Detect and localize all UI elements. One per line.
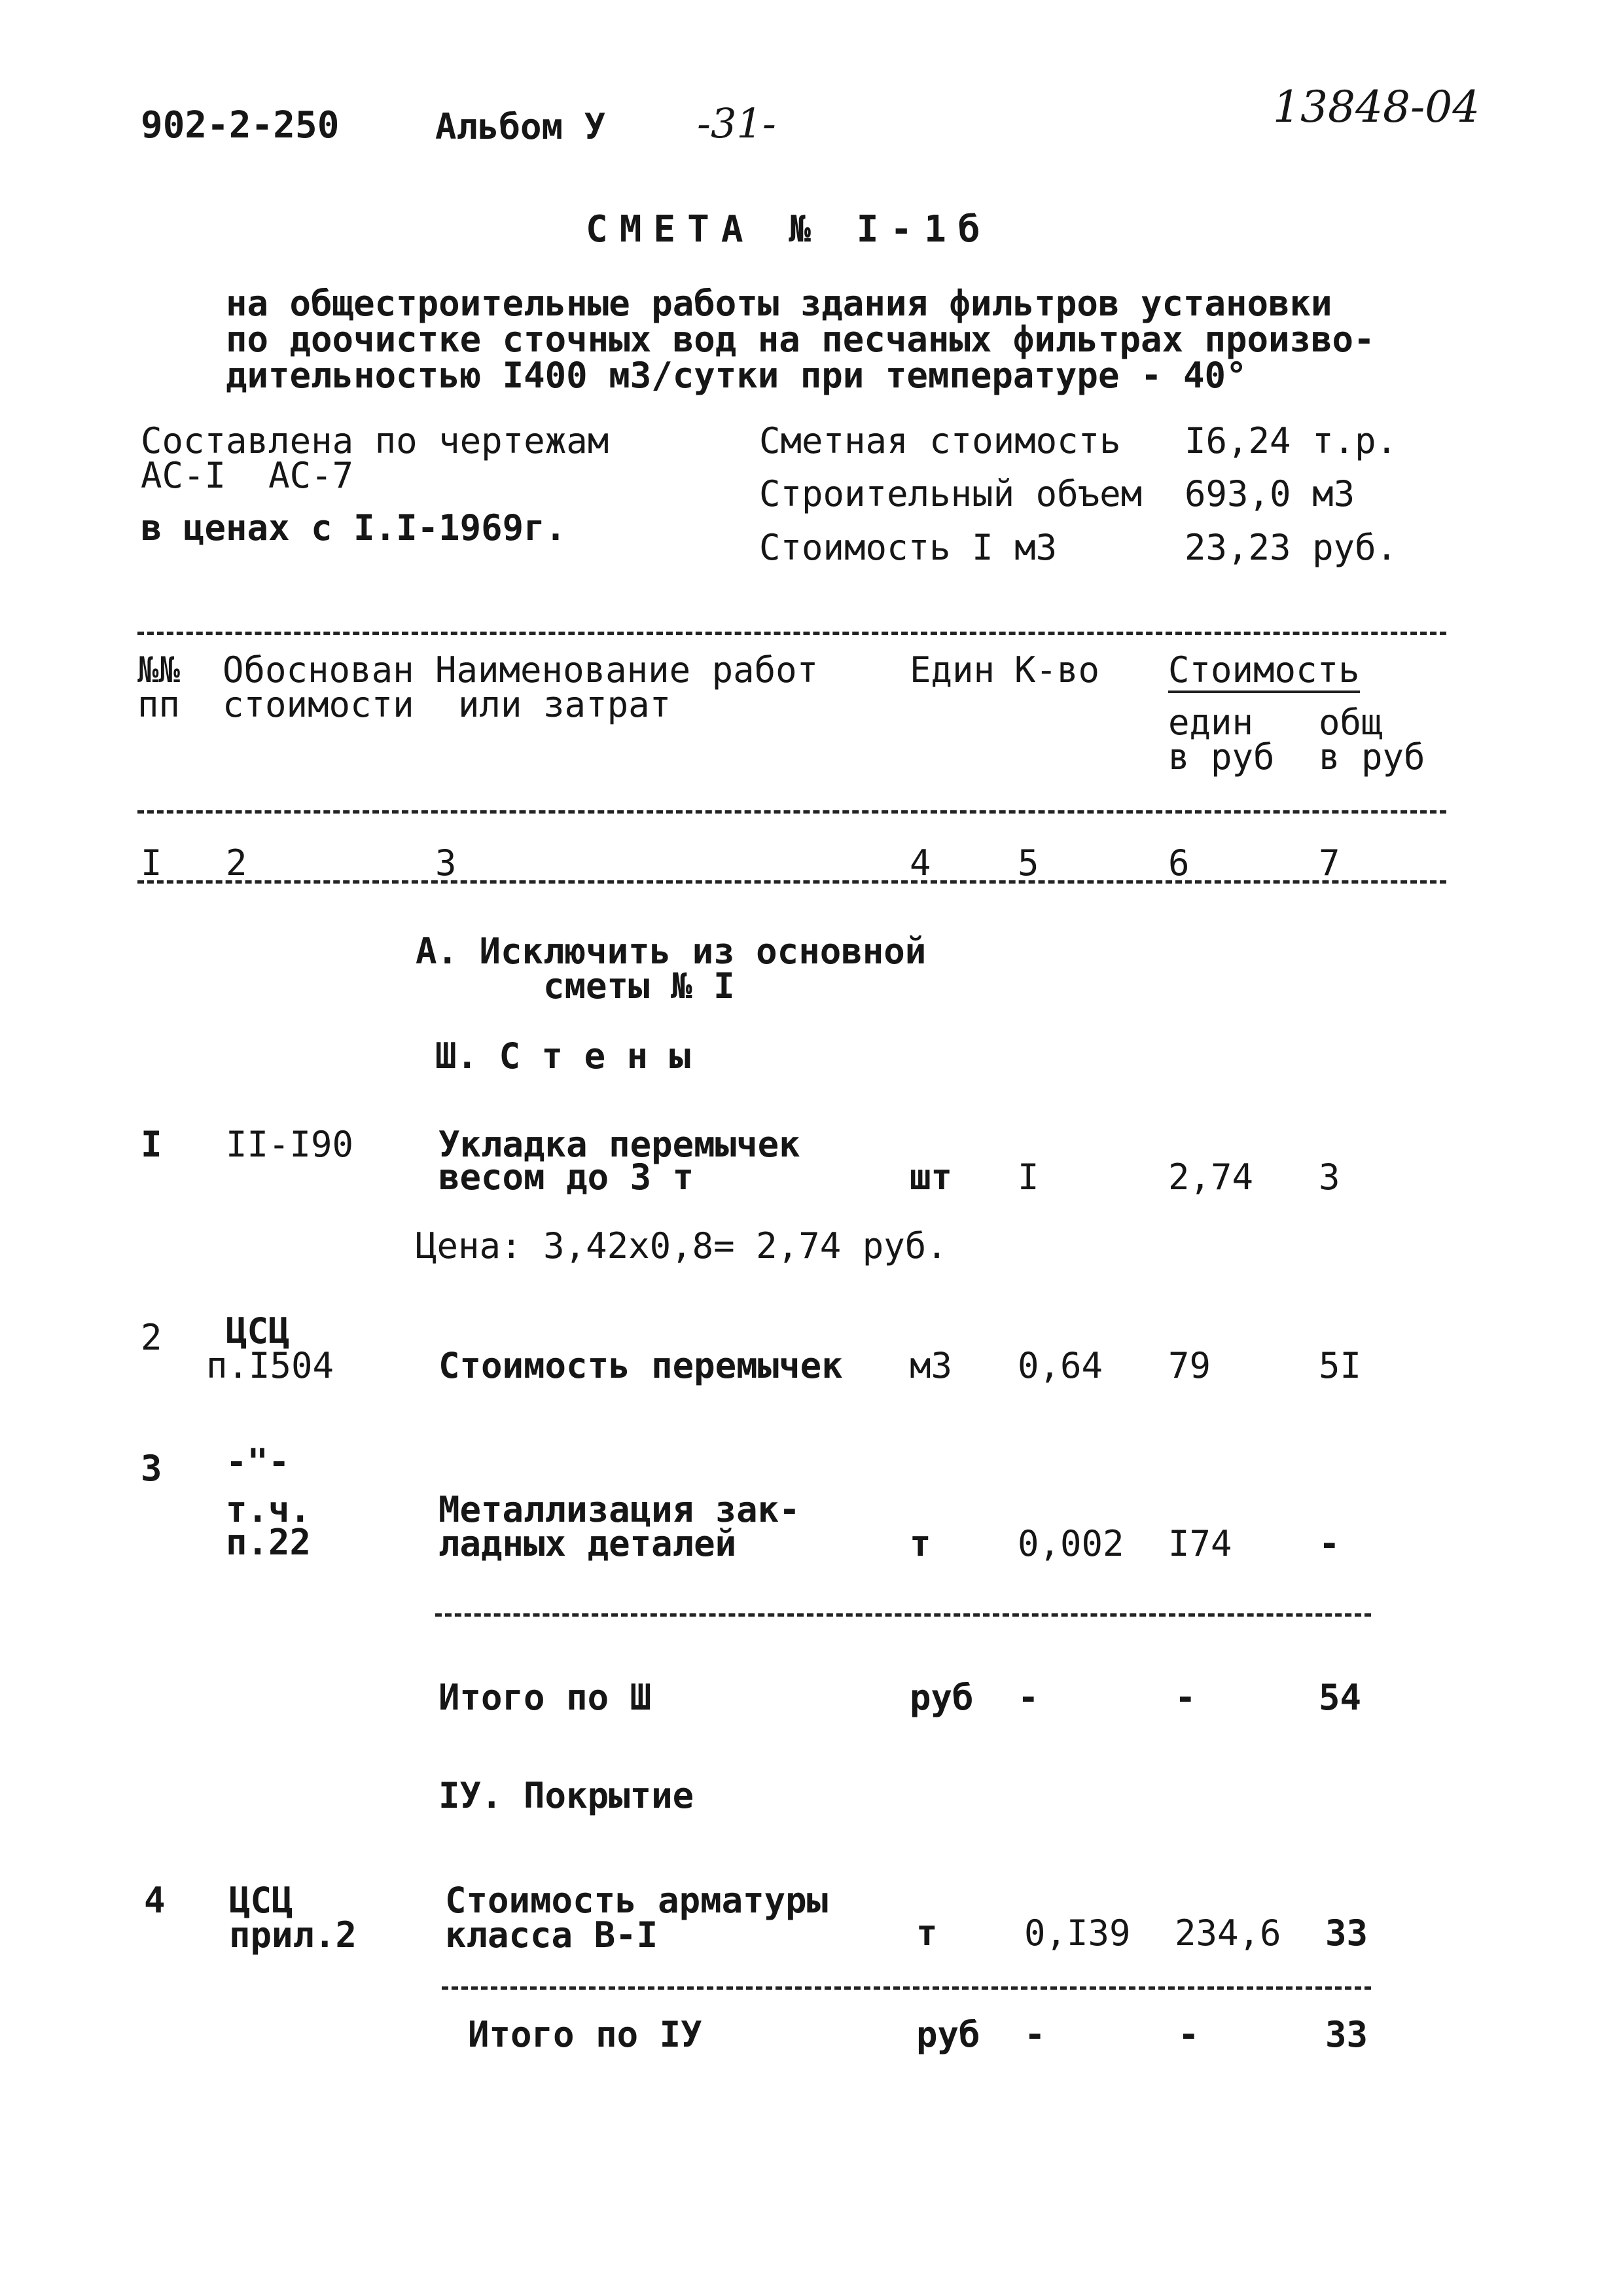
row-1-number: I [141,1124,162,1165]
row-2-unit: м3 [910,1345,953,1386]
total-4-label: Итого по IУ [468,2014,702,2055]
row-4-total: 33 [1325,1912,1368,1954]
col-unit-cost-header-2: в руб [1168,736,1275,778]
row-4-unit-cost: 234,6 [1175,1912,1281,1954]
row-3-total: - [1319,1523,1340,1564]
column-number-7: 7 [1319,842,1340,884]
row-2-qty: 0,64 [1018,1345,1103,1386]
row-3-number: 3 [141,1448,162,1489]
row-2-number: 2 [141,1317,162,1358]
col-basis-header-1: Обоснован [223,649,414,691]
column-numbers-divider [137,880,1446,884]
total-4-unit-cost: - [1178,2014,1200,2055]
row-1-name-line-1: Укладка перемычек [438,1124,800,1165]
row-1-unit: шт [910,1157,953,1198]
header-top-divider [137,632,1446,635]
col-name-header-1: Наименование работ [435,649,819,691]
unit-cost-label: Стоимость I м3 [759,527,1058,568]
col-number-header-1: №№ [137,649,181,691]
inventory-number: 13848-04 [1273,82,1480,132]
building-volume-value: 693,0 м3 [1185,473,1355,514]
row-1-name-line-2: весом до 3 т [438,1157,694,1198]
col-total-header-2: в руб [1319,736,1425,778]
column-number-4: 4 [910,842,931,884]
estimated-cost-value: I6,24 т.р. [1185,420,1398,461]
row-2-name: Стоимость перемычек [438,1345,843,1386]
row-4-basis-line-1: ЦСЦ [229,1880,293,1921]
section-4-total-divider [442,1986,1371,1990]
row-3-basis-line-1: -"- [226,1441,290,1482]
total-4-unit: руб [916,2014,980,2055]
total-3-label: Итого по Ш [438,1677,652,1718]
col-cost-group-header: Стоимость [1168,651,1360,693]
col-total-header-1: общ [1319,702,1383,743]
row-2-total: 5I [1319,1345,1362,1386]
row-3-qty: 0,002 [1018,1523,1124,1564]
drawing-references: АС-I АС-7 [141,455,354,496]
row-1-qty: I [1018,1157,1039,1198]
building-volume-label: Строительный объем [759,473,1143,514]
album-label: Альбом У [435,106,606,147]
section-3-title: Ш. С т е н ы [435,1035,691,1077]
col-unit-cost-header-1: един [1168,702,1254,743]
price-basis: в ценах с I.I-1969г. [141,507,567,548]
header-bottom-divider [137,810,1446,814]
row-4-name-line-1: Стоимость арматуры [445,1880,829,1921]
row-1-basis: II-I90 [226,1124,354,1165]
total-3-unit: руб [910,1677,974,1718]
column-number-3: 3 [435,842,457,884]
row-4-unit: т [916,1912,938,1954]
column-number-1: I [141,842,162,884]
price-note: Цена: 3,42х0,8= 2,74 руб. [416,1225,948,1266]
unit-cost-value: 23,23 руб. [1185,527,1398,568]
row-3-name-line-2: ладных деталей [438,1523,737,1564]
compiled-by-drawings: Составлена по чертежам [141,420,609,461]
col-basis-header-2: стоимости [223,684,414,725]
subtitle-line-3: дительностью I400 м3/сутки при температуре - 40° [226,355,1247,396]
row-3-name-line-1: Металлизация зак- [438,1489,800,1530]
row-4-qty: 0,I39 [1024,1912,1131,1954]
row-4-name-line-2: класса В-I [445,1914,658,1956]
column-number-5: 5 [1018,842,1039,884]
row-2-basis-line-1: ЦСЦ [226,1310,290,1352]
col-qty-header: К-во [1014,649,1100,691]
row-3-unit-cost: I74 [1168,1523,1232,1564]
col-unit-header: Един [910,649,995,691]
row-1-total: 3 [1319,1157,1340,1198]
row-4-basis-line-2: прил.2 [229,1914,357,1956]
column-number-2: 2 [226,842,247,884]
row-3-basis-line-2: т.ч. [226,1489,312,1530]
total-3-qty: - [1018,1677,1039,1718]
row-4-number: 4 [144,1880,166,1921]
row-3-unit: т [910,1523,931,1564]
section-a-subtitle: сметы № I [543,965,735,1007]
document-title: СМЕТА № I-1б [586,208,992,251]
row-2-basis-line-2: п.I504 [206,1345,334,1386]
section-3-total-divider [435,1613,1371,1617]
col-name-header-2: или затрат [458,684,671,725]
section-a-title: А. Исключить из основной [416,931,927,972]
section-4-title: IУ. Покрытие [438,1775,694,1816]
total-4-total: 33 [1325,2014,1368,2055]
col-number-header-2: пп [137,684,181,725]
project-code: 902-2-250 [141,104,340,147]
page-number: -31- [697,99,776,147]
subtitle-line-1: на общестроительные работы здания фильтров установки [226,283,1332,324]
total-3-total: 54 [1319,1677,1362,1718]
column-number-6: 6 [1168,842,1190,884]
row-2-unit-cost: 79 [1168,1345,1211,1386]
total-4-qty: - [1024,2014,1046,2055]
estimated-cost-label: Сметная стоимость [759,420,1121,461]
subtitle-line-2: по доочистке сточных вод на песчаных фильтрах произво- [226,319,1375,360]
total-3-unit-cost: - [1175,1677,1196,1718]
row-3-basis-line-3: п.22 [226,1522,312,1563]
row-1-unit-cost: 2,74 [1168,1157,1254,1198]
